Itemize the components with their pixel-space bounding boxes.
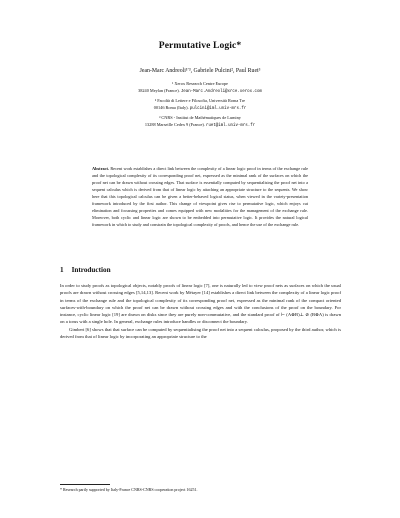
affiliation-line: ² Facoltà di Lettere e Filosofia, Università Roma Tre: [154, 97, 246, 103]
abstract: [92, 166, 308, 229]
email-link[interactable]: Jean-Marc.Andreoli@xrce.xerox.com: [180, 90, 262, 95]
affiliation-block: [0, 80, 400, 130]
abstract-label: Abstract.: [92, 166, 110, 171]
footnote: * Research partly supported by Italy-France CNRS-CNRS cooperation project 16251.: [60, 487, 198, 492]
affiliation-line: ¹ Xerox Research Centre Europe: [172, 81, 228, 86]
section-heading: [60, 266, 111, 274]
paragraph: Gimbert [6] shows that that surface can be computed by sequentialising the proof net into a sequent calculus, proposed by the third author, which is derived from that of linear logic by incorporating an appropriate structure to the: [60, 326, 341, 339]
affiliation-line: 00146 Roma (Italy). pulcini@iml.univ-mrs.fr: [153, 105, 247, 112]
affiliation-line: 38240 Meylan (France). Jean-Marc.Andreoli@xrce.xerox.com: [138, 88, 262, 95]
affiliation-line: 13288 Marseille Cedex 9 (France). ruet@iml.univ-mrs.fr: [144, 122, 256, 129]
email-link[interactable]: pulcini@iml.univ-mrs.fr: [189, 107, 247, 112]
footnote-rule: [60, 484, 110, 485]
section-number: 1: [60, 266, 64, 274]
email-link[interactable]: ruet@iml.univ-mrs.fr: [205, 124, 256, 129]
author-list: Jean-Marc Andreoli¹ʹ³, Gabriele Pulcini², Paul Ruet³: [139, 68, 261, 74]
abstract-text: Recent work establishes a direct link between the complexity of a linear logic proof in terms of the exchange rule and the topological complexity of its corresponding proof net, expressed as the minimal rank of the surfaces on which the proof net can be drawn without crossing edges. That surface is essentially computed by sequentialising the proof net into a sequent calculus which is derived from that of linear logic by attaching an appropriate structure to the sequents. We show here that this topological calculus can be given a better-behaved logical status, when viewed in the variety-presentation framework introduced by the first author. This change of viewpoint gives rise to permutative logic, which enjoys cut elimination and focussing properties and comes equipped with new modalities for the management of the exchange rule. Moreover, both cyclic and linear logic are shown to be embedded into permutative logic. It provides the natural logical framework in which to study and constrain the topological complexity of proofs, and hence the use of the exchange rule.: [92, 166, 309, 227]
section-title: Introduction: [71, 266, 111, 274]
paper-title: Permutative Logic*: [158, 40, 242, 51]
paragraph: In order to study proofs as topological objects, notably proofs of linear logic [7], one is naturally led to view proof nets as surfaces on which the usual proofs are drawn without crossing edges [5,14,13]. Recent work by Métayer [14] establishes a direct link between the complexity of a linear logic proof in terms of the exchange rule and the topological complexity of its corresponding proof net, expressed as the minimal rank of the compact oriented surfaces-with-boundary on which the proof net can be drawn without crossing edges and with the conclusions of the proof on the boundary. For instance, cyclic linear logic [19] are drawn on disks since they are purely non-commutative, and the standard proof of ⊢ (A⊗B)⊥ ⊘ (B⊗A) is drawn on a torus with a single hole. In general, exchange rules introduce handles or disconnect the boundary.: [60, 283, 341, 325]
body-text: [60, 282, 341, 340]
affiliation-line: ³ CNRS - Institut de Mathématiques de Luminy: [159, 114, 241, 120]
